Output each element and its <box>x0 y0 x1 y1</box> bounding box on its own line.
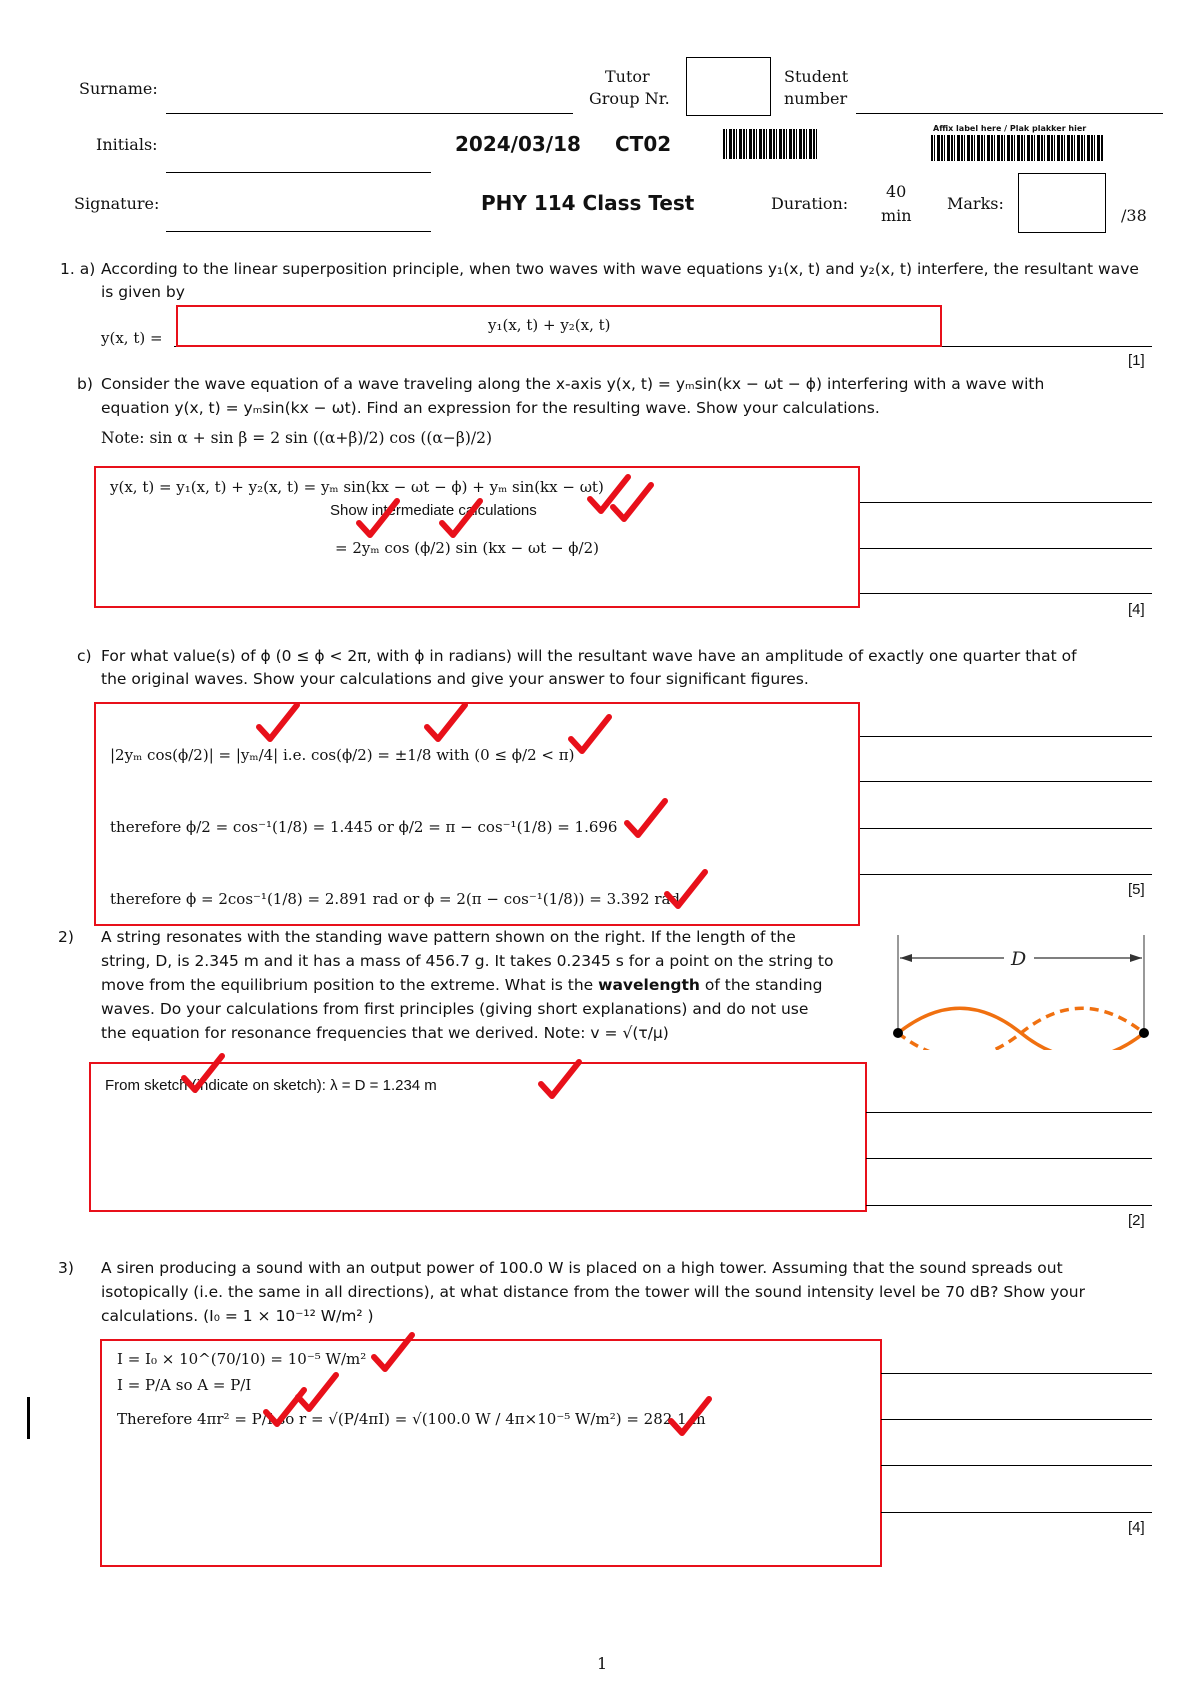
check-icon <box>438 497 484 541</box>
q3-text-1: A siren producing a sound with an output power of 100.0 W is placed on a high tower. Assuming that the sound spreads out <box>101 1259 1063 1277</box>
q1a-lhs: y(x, t) = <box>101 329 163 347</box>
initials-line[interactable] <box>166 172 431 173</box>
check-icon <box>370 1331 416 1375</box>
q3-line-1[interactable] <box>881 1373 1152 1374</box>
q2-text-5: the equation for resonance frequencies that we derived. Note: v = √(τ/μ) <box>101 1024 669 1042</box>
q1b-marks: [4] <box>1128 601 1145 618</box>
check-icon <box>623 797 669 841</box>
q2-marks: [2] <box>1128 1212 1145 1229</box>
q2-text-1: A string resonates with the standing wave pattern shown on the right. If the length of the <box>101 928 796 946</box>
tutor-group-box[interactable] <box>686 57 771 116</box>
q2-answer-1: From sketch (indicate on sketch): λ = D = 1.234 m <box>105 1077 437 1094</box>
duration-label: Duration: <box>771 194 849 213</box>
q2-line-3[interactable] <box>866 1205 1152 1206</box>
q1b-number: b) <box>77 375 93 393</box>
q1c-text-2: the original waves. Show your calculations and give your answer to four significant figures. <box>101 670 809 688</box>
check-icon <box>663 868 709 912</box>
q2-number: 2) <box>58 928 74 946</box>
duration-value: 40 <box>886 182 907 201</box>
check-icon <box>355 497 401 541</box>
check-icon <box>609 481 655 525</box>
barcode-left <box>723 129 819 159</box>
q1b-answer-3: = 2yₘ cos (ϕ/2) sin (kx − ωt − ϕ/2) <box>335 539 599 557</box>
q2-line-2[interactable] <box>866 1158 1152 1159</box>
q3-line-4[interactable] <box>881 1512 1152 1513</box>
check-icon <box>423 701 469 745</box>
check-icon <box>537 1058 583 1102</box>
q1c-number: c) <box>77 647 92 665</box>
surname-label: Surname: <box>79 79 158 98</box>
q2-text-3b: of the standing <box>704 976 823 994</box>
q1b-text-2: equation y(x, t) = yₘsin(kx − ωt). Find an expression for the resulting wave. Show your calculations. <box>101 399 880 417</box>
q3-line-2[interactable] <box>881 1419 1152 1420</box>
q1c-line-3[interactable] <box>860 828 1152 829</box>
signature-line[interactable] <box>166 231 431 232</box>
q3-marks: [4] <box>1128 1519 1145 1536</box>
student-label-1: Student <box>784 67 849 86</box>
barcode-right <box>931 135 1103 161</box>
q1c-text-1: For what value(s) of ϕ (0 ≤ ϕ < 2π, with ϕ in radians) will the resultant wave have an amplitude of exactly one quarter that of <box>101 647 1077 665</box>
q1c-answer-1: |2yₘ cos(ϕ/2)| = |yₘ/4| i.e. cos(ϕ/2) = ±1/8 with (0 ≤ ϕ/2 < π) <box>110 746 575 764</box>
test-code: CT02 <box>615 132 672 156</box>
diagram-label-d: D <box>1011 948 1027 970</box>
q1c-answer-2: therefore ϕ/2 = cos⁻¹(1/8) = 1.445 or ϕ/2 = π − cos⁻¹(1/8) = 1.696 <box>110 818 618 836</box>
q3-number: 3) <box>58 1259 74 1277</box>
q2-text-4: waves. Do your calculations from first principles (giving short explanations) and do not use <box>101 1000 809 1018</box>
q1b-answer-1: y(x, t) = y₁(x, t) + y₂(x, t) = yₘ sin(kx − ωt − ϕ) + yₘ sin(kx − ωt) <box>110 478 604 496</box>
check-icon <box>180 1052 226 1096</box>
test-date: 2024/03/18 <box>455 132 581 156</box>
q1a-marks: [1] <box>1128 352 1145 369</box>
text-cursor <box>27 1397 30 1439</box>
q3-line-3[interactable] <box>881 1465 1152 1466</box>
q3-answer-3: Therefore 4πr² = P/I so r = √(P/4πI) = √(100.0 W / 4π×10⁻⁵ W/m²) = 282.1 m <box>117 1410 706 1428</box>
q1a-answer: y₁(x, t) + y₂(x, t) <box>488 316 611 334</box>
q1c-answer-3: therefore ϕ = 2cos⁻¹(1/8) = 2.891 rad or ϕ = 2(π − cos⁻¹(1/8)) = 3.392 rad <box>110 890 681 908</box>
q1b-answer-2: Show intermediate calculations <box>330 502 537 519</box>
student-number-line[interactable] <box>856 113 1163 114</box>
test-title: PHY 114 Class Test <box>481 191 695 215</box>
q3-text-2: isotopically (i.e. the same in all directions), at what distance from the tower will the sound intensity level be 70 dB? Show your <box>101 1283 1085 1301</box>
student-label-2: number <box>784 89 848 108</box>
q3-answer-box <box>100 1339 882 1567</box>
q1b-line-1[interactable] <box>860 502 1152 503</box>
q1b-text-1: Consider the wave equation of a wave traveling along the x-axis y(x, t) = yₘsin(kx − ωt − ϕ) interfering with a wave with <box>101 375 1045 393</box>
check-icon <box>255 701 301 745</box>
q2-wavelength-bold: wavelength <box>598 976 700 994</box>
q3-answer-1: I = I₀ × 10^(70/10) = 10⁻⁵ W/m² <box>117 1350 367 1368</box>
marks-label: Marks: <box>947 194 1004 213</box>
sticker-label: Affix label here / Plak plakker hier <box>933 124 1087 133</box>
signature-label: Signature: <box>74 194 160 213</box>
surname-line[interactable] <box>166 113 573 114</box>
q1a-number: 1. a) <box>60 260 96 278</box>
q1a-text: According to the linear superposition principle, when two waves with wave equations y₁(x, t) and y₂(x, t) interfere, the resultant wave is given by <box>101 260 1139 301</box>
q3-text-3: calculations. (I₀ = 1 × 10⁻¹² W/m² ) <box>101 1307 374 1325</box>
marks-total: /38 <box>1121 206 1147 225</box>
check-icon <box>294 1371 340 1415</box>
q1c-line-4[interactable] <box>860 874 1152 875</box>
page-number: 1 <box>597 1654 608 1673</box>
q1c-marks: [5] <box>1128 881 1145 898</box>
standing-wave-diagram <box>880 930 1170 1050</box>
check-icon <box>667 1395 713 1439</box>
q2-text-2: string, D, is 2.345 m and it has a mass of 456.7 g. It takes 0.2345 s for a point on the string to <box>101 952 834 970</box>
initials-label: Initials: <box>96 135 158 154</box>
q1b-note: Note: sin α + sin β = 2 sin ((α+β)/2) cos ((α−β)/2) <box>101 429 493 447</box>
q3-answer-2: I = P/A so A = P/I <box>117 1376 252 1394</box>
tutor-label-2: Group Nr. <box>589 89 670 108</box>
marks-box[interactable] <box>1018 173 1106 233</box>
duration-unit: min <box>881 206 912 225</box>
q1b-line-3[interactable] <box>860 593 1152 594</box>
q1b-line-2[interactable] <box>860 548 1152 549</box>
q2-text-3 <box>101 974 871 997</box>
q1c-line-1[interactable] <box>860 736 1152 737</box>
tutor-label-1: Tutor <box>605 67 650 86</box>
q2-text-3a: move from the equilibrium position to the extreme. What is the <box>101 976 594 994</box>
q2-line-1[interactable] <box>866 1112 1152 1113</box>
q1c-line-2[interactable] <box>860 781 1152 782</box>
check-icon <box>567 713 613 757</box>
